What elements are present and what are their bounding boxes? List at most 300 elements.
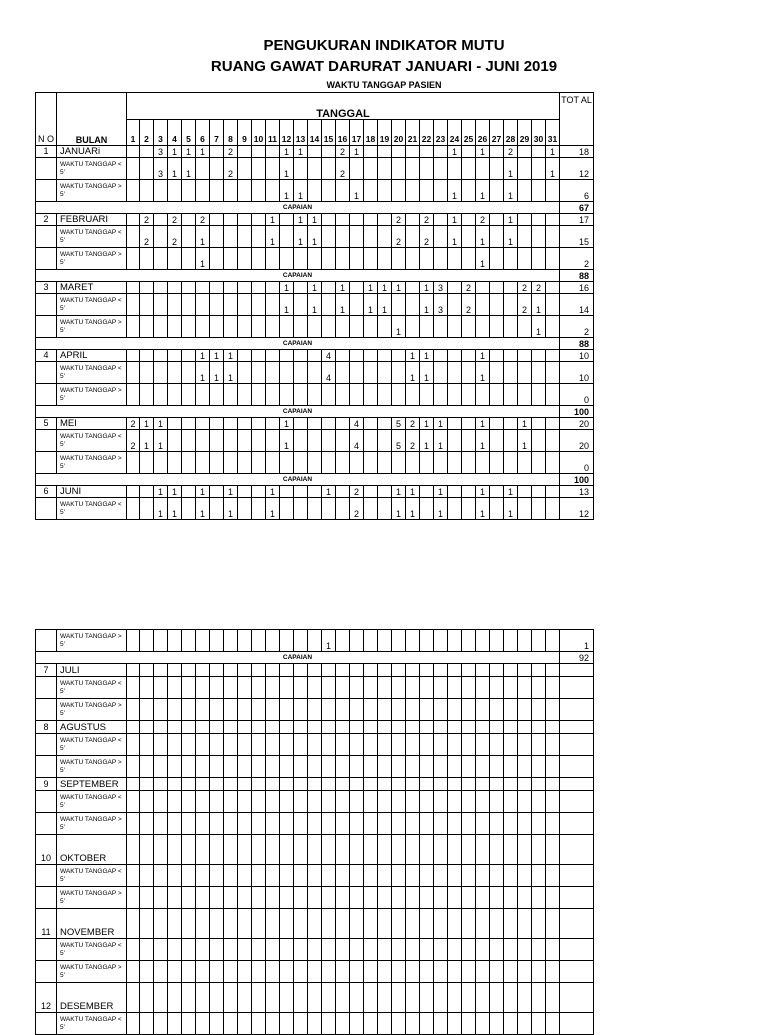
waktu-tanggap-lt5-label: WAKTU TANGGAP < 5' — [57, 939, 127, 961]
day-cell — [154, 282, 168, 294]
month-no: 9 — [36, 778, 57, 791]
day-cell — [504, 418, 518, 430]
day-cell — [434, 909, 448, 939]
day-cell: 1 — [476, 498, 490, 520]
day-cell — [280, 756, 294, 778]
day-cell — [322, 887, 336, 909]
day-cell — [406, 791, 420, 813]
day-cell — [490, 756, 504, 778]
day-cell — [490, 282, 504, 294]
capaian-value: 100 — [560, 474, 594, 486]
waktu-tanggap-gt5-label: WAKTU TANGGAP > 5' — [57, 887, 127, 909]
day-cell — [322, 316, 336, 338]
day-cell — [238, 909, 252, 939]
day-cell — [350, 939, 364, 961]
day-header-21: 21 — [406, 120, 420, 146]
day-cell — [434, 699, 448, 721]
day-cell — [504, 362, 518, 384]
day-header-7: 7 — [210, 120, 224, 146]
day-cell — [308, 248, 322, 270]
day-cell — [462, 909, 476, 939]
day-cell — [490, 362, 504, 384]
day-cell — [420, 664, 434, 677]
day-cell — [504, 909, 518, 939]
day-cell — [127, 630, 140, 652]
day-cell — [518, 721, 532, 734]
day-cell — [378, 146, 392, 158]
day-cell — [406, 756, 420, 778]
day-cell — [448, 664, 462, 677]
empty-cell — [36, 813, 57, 835]
day-cell — [364, 146, 378, 158]
day-cell — [322, 734, 336, 756]
day-cell: 1 — [392, 316, 406, 338]
day-cell — [322, 909, 336, 939]
day-header-5: 5 — [182, 120, 196, 146]
day-cell — [462, 362, 476, 384]
day-cell — [280, 778, 294, 791]
day-cell — [322, 835, 336, 865]
empty-cell — [36, 384, 57, 406]
day-cell — [364, 778, 378, 791]
day-cell: 2 — [127, 430, 140, 452]
row-total: 2 — [560, 316, 594, 338]
month-no: 12 — [36, 983, 57, 1013]
day-cell — [336, 939, 350, 961]
day-cell — [168, 909, 182, 939]
day-cell — [504, 887, 518, 909]
day-cell — [308, 813, 322, 835]
day-header-10: 10 — [252, 120, 266, 146]
day-cell: 1 — [224, 498, 238, 520]
day-cell — [462, 865, 476, 887]
day-cell: 1 — [140, 430, 154, 452]
month-6-gt5-row — [36, 630, 594, 652]
day-cell — [392, 778, 406, 791]
row-total: 16 — [560, 282, 594, 294]
day-cell — [294, 865, 308, 887]
day-cell — [476, 734, 490, 756]
day-cell: 3 — [434, 294, 448, 316]
day-cell — [420, 961, 434, 983]
day-cell — [252, 756, 266, 778]
day-cell — [322, 939, 336, 961]
day-cell — [238, 180, 252, 202]
day-cell — [504, 316, 518, 338]
day-cell — [518, 146, 532, 158]
day-cell — [364, 630, 378, 652]
day-cell — [448, 282, 462, 294]
day-cell — [238, 384, 252, 406]
day-cell — [476, 677, 490, 699]
day-cell — [448, 384, 462, 406]
day-cell — [350, 630, 364, 652]
day-cell — [210, 939, 224, 961]
day-cell — [322, 664, 336, 677]
day-cell — [238, 248, 252, 270]
day-cell — [127, 721, 140, 734]
day-cell: 1 — [406, 498, 420, 520]
day-cell — [140, 486, 154, 498]
day-cell — [350, 452, 364, 474]
day-cell — [518, 791, 532, 813]
day-cell — [322, 865, 336, 887]
day-cell: 1 — [504, 180, 518, 202]
day-cell — [392, 983, 406, 1013]
day-cell — [238, 452, 252, 474]
day-cell — [224, 664, 238, 677]
day-cell: 2 — [168, 226, 182, 248]
day-cell — [140, 248, 154, 270]
month-name: JANUARi — [57, 146, 127, 158]
day-cell — [252, 835, 266, 865]
day-cell — [490, 887, 504, 909]
day-cell — [182, 734, 196, 756]
day-cell — [406, 384, 420, 406]
day-cell — [378, 939, 392, 961]
row-total: 0 — [560, 384, 594, 406]
waktu-tanggap-gt5-label: WAKTU TANGGAP > 5' — [57, 248, 127, 270]
day-cell — [406, 226, 420, 248]
day-cell — [294, 887, 308, 909]
row-total — [560, 983, 594, 1013]
day-cell — [182, 452, 196, 474]
row-total: 1 — [560, 630, 594, 652]
day-cell — [308, 430, 322, 452]
day-header-6: 6 — [196, 120, 210, 146]
day-cell — [350, 677, 364, 699]
day-cell — [294, 791, 308, 813]
day-cell — [448, 961, 462, 983]
day-cell — [546, 430, 560, 452]
day-cell — [434, 835, 448, 865]
day-cell — [434, 791, 448, 813]
day-cell — [294, 813, 308, 835]
day-cell — [182, 699, 196, 721]
day-cell — [238, 282, 252, 294]
day-cell — [406, 813, 420, 835]
day-cell — [127, 699, 140, 721]
day-cell — [168, 677, 182, 699]
day-cell — [224, 430, 238, 452]
day-cell — [238, 294, 252, 316]
empty-cell — [36, 887, 57, 909]
day-cell — [196, 813, 210, 835]
day-cell — [210, 294, 224, 316]
day-cell — [490, 498, 504, 520]
day-cell — [336, 983, 350, 1013]
month-10-gt5-row — [36, 887, 594, 909]
row-total — [560, 734, 594, 756]
day-cell: 1 — [154, 430, 168, 452]
day-cell: 1 — [504, 158, 518, 180]
day-cell — [266, 452, 280, 474]
empty-cell — [36, 226, 57, 248]
day-cell — [168, 362, 182, 384]
day-cell — [518, 350, 532, 362]
day-cell — [266, 677, 280, 699]
day-cell — [154, 778, 168, 791]
day-cell — [280, 316, 294, 338]
day-header-22: 22 — [420, 120, 434, 146]
day-cell — [294, 734, 308, 756]
day-cell — [154, 677, 168, 699]
day-cell — [350, 909, 364, 939]
day-cell — [504, 452, 518, 474]
day-cell — [364, 316, 378, 338]
day-cell — [392, 146, 406, 158]
month-7-gt5-row — [36, 699, 594, 721]
day-cell — [406, 909, 420, 939]
day-cell — [364, 939, 378, 961]
capaian-row — [36, 406, 594, 418]
day-cell — [210, 677, 224, 699]
day-cell — [154, 756, 168, 778]
day-cell — [336, 699, 350, 721]
waktu-tanggap-lt5-label: WAKTU TANGGAP < 5' — [57, 158, 127, 180]
day-cell — [252, 961, 266, 983]
day-cell — [322, 961, 336, 983]
day-cell — [476, 865, 490, 887]
day-cell — [532, 226, 546, 248]
day-cell — [448, 791, 462, 813]
day-cell — [210, 791, 224, 813]
day-cell — [378, 316, 392, 338]
day-cell — [140, 983, 154, 1013]
day-cell — [224, 909, 238, 939]
day-cell — [294, 430, 308, 452]
day-cell: 1 — [518, 418, 532, 430]
day-cell — [406, 677, 420, 699]
day-cell — [336, 430, 350, 452]
day-cell — [490, 180, 504, 202]
day-cell — [518, 677, 532, 699]
day-cell — [434, 158, 448, 180]
day-cell — [336, 486, 350, 498]
day-cell: 1 — [168, 498, 182, 520]
day-cell — [490, 734, 504, 756]
day-cell: 2 — [406, 418, 420, 430]
day-cell — [182, 835, 196, 865]
day-cell — [280, 384, 294, 406]
day-cell — [196, 887, 210, 909]
day-cell — [252, 791, 266, 813]
day-cell — [308, 865, 322, 887]
day-cell — [224, 835, 238, 865]
day-cell — [196, 158, 210, 180]
day-cell — [238, 791, 252, 813]
day-cell — [490, 214, 504, 226]
day-header-3: 3 — [154, 120, 168, 146]
day-cell — [196, 756, 210, 778]
empty-cell — [36, 294, 57, 316]
day-cell — [476, 791, 490, 813]
day-cell — [308, 721, 322, 734]
day-cell — [434, 630, 448, 652]
day-cell — [238, 865, 252, 887]
day-cell — [462, 791, 476, 813]
month-7-lt5-row — [36, 677, 594, 699]
day-cell — [322, 699, 336, 721]
day-cell — [546, 486, 560, 498]
day-cell — [280, 961, 294, 983]
day-cell — [504, 350, 518, 362]
day-cell — [434, 778, 448, 791]
day-cell — [504, 699, 518, 721]
day-cell — [252, 486, 266, 498]
day-cell: 2 — [392, 214, 406, 226]
day-header-13: 13 — [294, 120, 308, 146]
day-cell — [127, 756, 140, 778]
waktu-tanggap-lt5-label: WAKTU TANGGAP < 5' — [57, 362, 127, 384]
day-cell — [266, 939, 280, 961]
day-cell — [252, 778, 266, 791]
day-cell — [182, 362, 196, 384]
day-cell — [266, 721, 280, 734]
day-cell — [350, 282, 364, 294]
row-total — [560, 813, 594, 835]
day-cell — [140, 835, 154, 865]
day-cell — [406, 316, 420, 338]
day-cell — [238, 630, 252, 652]
day-cell — [266, 983, 280, 1013]
day-cell — [182, 778, 196, 791]
day-cell — [392, 699, 406, 721]
day-cell — [140, 961, 154, 983]
day-cell — [434, 316, 448, 338]
day-cell — [546, 362, 560, 384]
day-cell — [224, 791, 238, 813]
day-cell — [336, 909, 350, 939]
day-cell — [532, 486, 546, 498]
capaian-value: 92 — [560, 652, 594, 664]
day-cell — [224, 630, 238, 652]
day-cell: 1 — [154, 486, 168, 498]
waktu-tanggap-lt5-label: WAKTU TANGGAP < 5' — [57, 294, 127, 316]
day-cell — [294, 350, 308, 362]
day-cell — [462, 430, 476, 452]
day-header-26: 26 — [476, 120, 490, 146]
day-cell — [364, 909, 378, 939]
day-cell — [518, 983, 532, 1013]
day-cell — [434, 350, 448, 362]
day-cell — [238, 699, 252, 721]
waktu-tanggap-gt5-label: WAKTU TANGGAP > 5' — [57, 756, 127, 778]
day-cell — [210, 813, 224, 835]
row-total: 10 — [560, 362, 594, 384]
day-cell — [182, 294, 196, 316]
day-cell — [127, 226, 140, 248]
day-cell — [182, 721, 196, 734]
day-cell — [336, 214, 350, 226]
waktu-tanggap-lt5-label: WAKTU TANGGAP < 5' — [57, 498, 127, 520]
no-header: N O — [36, 93, 57, 146]
day-cell — [154, 813, 168, 835]
tanggal-header: TANGGAL — [127, 93, 560, 120]
day-cell: 1 — [266, 214, 280, 226]
day-cell — [168, 294, 182, 316]
day-cell — [196, 865, 210, 887]
month-5-main-row — [36, 418, 594, 430]
day-cell — [322, 983, 336, 1013]
day-cell — [336, 756, 350, 778]
day-cell — [210, 887, 224, 909]
day-cell — [168, 316, 182, 338]
day-cell — [532, 778, 546, 791]
day-cell — [252, 226, 266, 248]
day-cell — [182, 316, 196, 338]
day-cell: 1 — [210, 362, 224, 384]
day-cell — [154, 835, 168, 865]
day-cell — [294, 282, 308, 294]
day-cell — [266, 756, 280, 778]
day-cell — [350, 248, 364, 270]
day-cell — [127, 384, 140, 406]
day-cell — [532, 961, 546, 983]
day-cell — [434, 452, 448, 474]
day-cell — [238, 158, 252, 180]
day-cell — [434, 677, 448, 699]
day-cell: 1 — [308, 294, 322, 316]
day-cell — [392, 248, 406, 270]
day-cell — [476, 384, 490, 406]
empty-cell — [36, 756, 57, 778]
month-2-lt5-row — [36, 226, 594, 248]
day-cell — [140, 939, 154, 961]
empty-cell — [36, 865, 57, 887]
day-cell — [350, 226, 364, 248]
day-cell — [504, 630, 518, 652]
day-cell — [238, 887, 252, 909]
day-cell — [378, 664, 392, 677]
day-cell — [224, 452, 238, 474]
day-header-17: 17 — [350, 120, 364, 146]
day-cell — [252, 180, 266, 202]
day-cell — [140, 146, 154, 158]
day-cell — [546, 214, 560, 226]
day-cell — [350, 316, 364, 338]
day-cell — [434, 384, 448, 406]
month-4-main-row — [36, 350, 594, 362]
day-cell — [378, 362, 392, 384]
day-cell — [308, 452, 322, 474]
day-cell: 1 — [434, 418, 448, 430]
row-total — [560, 677, 594, 699]
day-cell: 1 — [434, 498, 448, 520]
day-cell — [350, 791, 364, 813]
day-cell — [182, 486, 196, 498]
day-cell — [448, 350, 462, 362]
day-cell — [182, 865, 196, 887]
day-cell — [196, 316, 210, 338]
day-cell — [294, 498, 308, 520]
day-cell — [490, 452, 504, 474]
day-cell — [182, 664, 196, 677]
day-cell — [127, 813, 140, 835]
day-cell — [127, 486, 140, 498]
day-cell — [350, 699, 364, 721]
day-cell — [308, 384, 322, 406]
day-cell — [252, 214, 266, 226]
day-cell — [378, 180, 392, 202]
day-cell: 2 — [462, 294, 476, 316]
day-cell — [532, 813, 546, 835]
month-4-gt5-row — [36, 384, 594, 406]
day-cell — [280, 664, 294, 677]
day-cell — [504, 835, 518, 865]
day-cell — [462, 158, 476, 180]
day-cell — [252, 294, 266, 316]
